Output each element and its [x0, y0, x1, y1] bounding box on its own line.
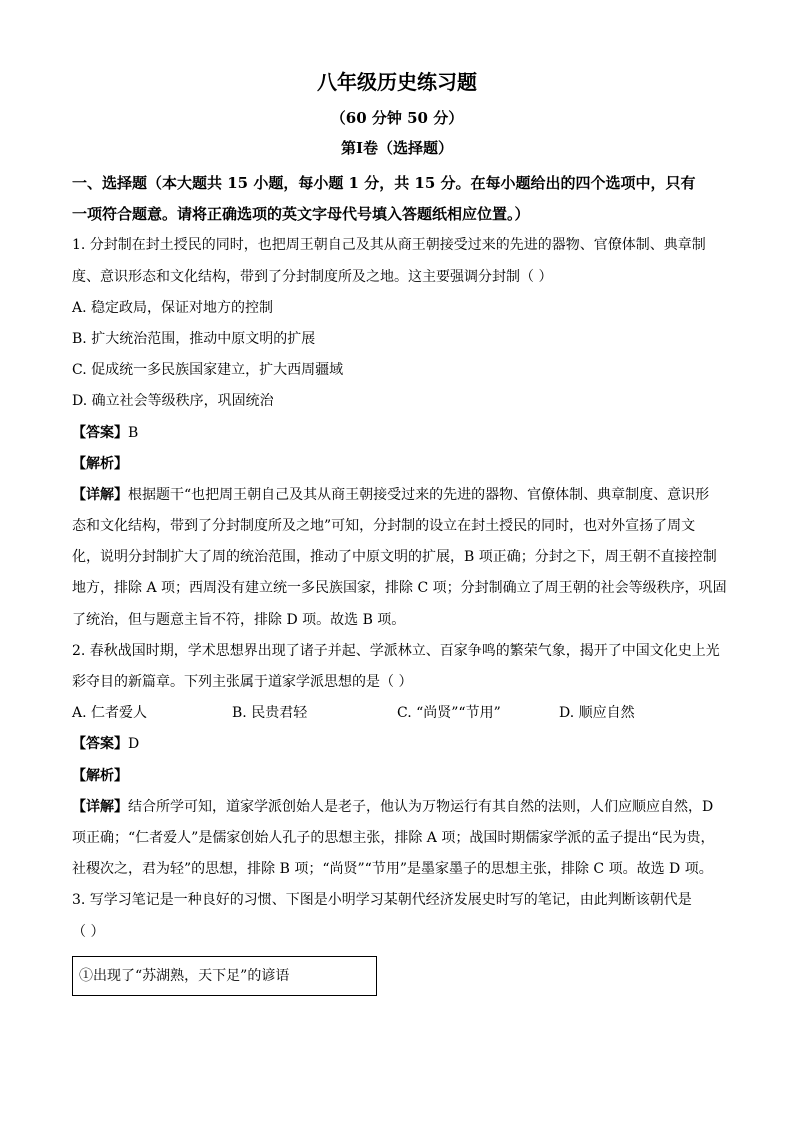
q2-option-a: A. 仁者爱人 [72, 705, 148, 722]
exam-content [72, 168, 727, 948]
answer-label: 【答案】 [72, 424, 128, 441]
answer-value: B [128, 424, 139, 441]
volume-heading: 第Ⅰ卷（选择题） [340, 139, 454, 157]
q2-option-c: C. “尚贤”“节用” [397, 705, 501, 722]
q1-detail-line1 [72, 480, 722, 511]
q2-detail-line2: 项正确；“仁者爱人”是儒家创始人孔子的思想主张，排除 A 项；战国时期儒家学派的孟子提出“民为贵， [72, 829, 715, 846]
q1-option-a: A. 稳定政局，保证对地方的控制 [72, 299, 274, 316]
q1-option-c: C. 促成统一多民族国家建立，扩大西周疆域 [72, 362, 344, 379]
q1-answer [72, 418, 722, 449]
page-title: 八年级历史练习题 [317, 70, 477, 94]
q1-detail-line2: 态和文化结构，带到了分封制度所及之地”可知，分封制的设立在封土授民的同时，也对外宣扬了周文 [72, 518, 696, 535]
q1-option-d: D. 确立社会等级秩序，巩固统治 [72, 393, 274, 410]
q2-answer [72, 729, 722, 760]
q2-detail-line1 [72, 792, 722, 823]
detail-label: 【详解】 [72, 798, 128, 815]
q1-detail-line5: 了统治，但与题意主旨不符，排除 D 项。故选 B 项。 [72, 611, 406, 628]
q2-options-row [72, 698, 722, 729]
q1-detail-line3: 化，说明分封制扩大了周的统治范围，推动了中原文明的扩展，B 项正确；分封之下，周王朝不直接控制 [72, 549, 717, 566]
q2-analysis-label: 【解析】 [72, 767, 128, 784]
answer-label: 【答案】 [72, 736, 128, 753]
q1-analysis-label: 【解析】 [72, 455, 128, 472]
q1-stem-line1: 1. 分封制在封土授民的同时，也把周王朝自己及其从商王朝接受过来的先进的器物、官僚体制、典章制 [72, 237, 706, 254]
section-instructions-line2: 一项符合题意。请将正确选项的英文字母代号填入答题纸相应位置。） [72, 205, 530, 224]
q3-stem-line1: 3. 写学习笔记是一种良好的习惯、下图是小明学习某朝代经济发展史时写的笔记，由此判断该朝代是 [72, 892, 692, 909]
q2-option-b: B. 民贵君轻 [232, 705, 308, 722]
q1-detail-line4: 地方，排除 A 项；西周没有建立统一多民族国家，排除 C 项；分封制确立了周王朝的社会等级秩序，巩固 [72, 580, 727, 597]
q2-detail-line3: 社稷次之，君为轻”的思想，排除 B 项；“尚贤”“节用”是墨家墨子的思想主张，排除 C 项。故选 D 项。 [72, 861, 713, 878]
exam-duration-score: （60 分钟 50 分） [330, 109, 464, 127]
q1-stem-line2: 度、意识形态和文化结构，带到了分封制度所及之地。这主要强调分封制（ ） [72, 268, 553, 285]
detail-text: 结合所学可知，道家学派创始人是老子，他认为万物运行有其自然的法则，人们应顺应自然，D [128, 798, 714, 815]
q2-option-d: D. 顺应自然 [559, 705, 635, 722]
answer-value: D [128, 736, 140, 753]
detail-label: 【详解】 [72, 486, 128, 503]
detail-text: 根据题干“也把周王朝自己及其从商王朝接受过来的先进的器物、官僚体制、典章制度、意识形 [128, 486, 710, 503]
q1-option-b: B. 扩大统治范围，推动中原文明的扩展 [72, 330, 316, 347]
section-instructions-line1: 一、选择题（本大题共 15 小题，每小题 1 分，共 15 分。在每小题给出的四个选项中，只有 [72, 174, 696, 192]
q2-stem-line1: 2. 春秋战国时期，学术思想界出现了诸子并起、学派林立、百家争鸣的繁荣气象，揭开了中国文化史上光 [72, 642, 720, 659]
q3-stem-line2: （ ） [72, 923, 105, 940]
q2-stem-line2: 彩夺目的新篇章。下列主张属于道家学派思想的是（ ） [72, 674, 413, 690]
q3-note-box: ①出现了“苏湖熟，天下足”的谚语 [72, 956, 377, 996]
